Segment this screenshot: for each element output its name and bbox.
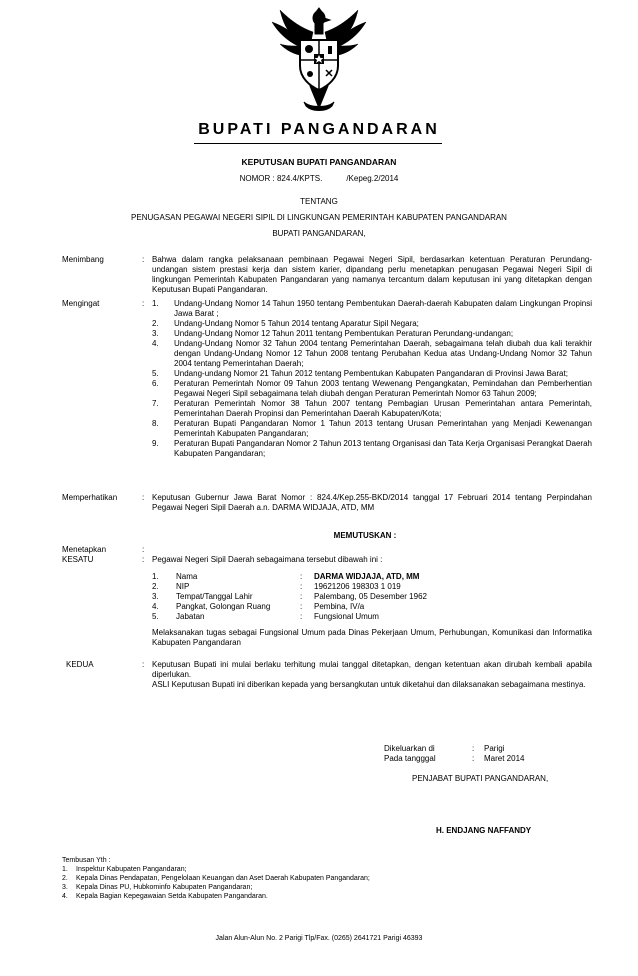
list-item-number: 3. <box>152 329 159 338</box>
list-item-text: Undang-Undang Nomor 32 Tahun 2004 tentang Pemerintahan Daerah, sebagaimana telah diubah dua kali terakhir dengan Undang-Undang Nomor 12 Tahun 2008 tentang Perubahan Kedua atas Undang-Undang Nomor 32 Tahun 2004 tentang Pemerintahan Daerah; <box>174 339 592 368</box>
issued-at-colon: : <box>472 744 475 753</box>
decree-number <box>0 174 638 184</box>
list-item-text: Undang-undang Nomor 21 Tahun 2012 tentang Pembentukan Kabupaten Pangandaran di Provinsi Jawa Barat; <box>174 369 568 378</box>
list-item <box>62 865 562 874</box>
list-item <box>152 439 592 459</box>
copies-title: Tembusan Yth : <box>62 857 111 864</box>
copies-list <box>62 865 562 901</box>
considering-label: Menimbang <box>62 255 104 264</box>
identity-number: 4. <box>152 602 159 611</box>
list-item-text: Inspektur Kabupaten Pangandaran; <box>76 866 187 873</box>
decree-number-suffix: /Kepeg.2/2014 <box>346 174 399 183</box>
identity-value: DARMA WIDJAJA, ATD, MM <box>314 572 420 581</box>
list-item-text: Peraturan Pemerintah Nomor 38 Tahun 2007 tentang Pembagian Urusan Pemerintahan antara Pemerintah, Pemerintahan Daerah Propinsi dan Pemerintahan Daerah Kabupaten/Kota; <box>174 399 592 418</box>
identity-colon: : <box>300 582 303 591</box>
identity-colon: : <box>300 602 303 611</box>
copies-section <box>62 856 562 901</box>
identity-key: Pangkat, Golongan Ruang <box>176 602 271 611</box>
subject-line-1: PENUGASAN PEGAWAI NEGERI SIPIL DI LINGKUNGAN PEMERINTAH KABUPATEN PANGANDARAN <box>131 213 507 222</box>
list-item <box>152 329 592 339</box>
issued-date-value: Maret 2014 <box>484 754 525 763</box>
observing-colon: : <box>142 493 145 502</box>
identity-value: Palembang, 05 Desember 1962 <box>314 592 427 601</box>
establishing-label: Menetapkan <box>62 545 107 554</box>
issued-date-colon: : <box>472 754 475 763</box>
decides-heading: MEMUTUSKAN : <box>333 531 397 540</box>
list-item-text: Undang-Undang Nomor 5 Tahun 2014 tentang Aparatur Sipil Negara; <box>174 319 419 328</box>
list-item <box>62 892 562 901</box>
list-item-number: 1. <box>62 866 68 873</box>
signer-name: H. ENDJANG NAFFANDY <box>436 826 532 835</box>
list-item-text: Kepala Dinas Pendapatan, Pengelolaan Keuangan dan Aset Daerah Kabupaten Pangandaran; <box>76 875 370 882</box>
regent-title: BUPATI PANGANDARAN <box>198 121 440 138</box>
issued-at-value: Parigi <box>484 744 505 753</box>
identity-number: 3. <box>152 592 159 601</box>
list-item <box>62 883 562 892</box>
second-colon: : <box>142 660 145 669</box>
table-row <box>152 592 592 602</box>
identity-number: 2. <box>152 582 159 591</box>
list-item-number: 4. <box>152 339 159 348</box>
issued-date-row <box>384 754 594 764</box>
list-item-number: 7. <box>152 399 159 408</box>
first-label: KESATU <box>62 555 94 564</box>
subject-line-2: BUPATI PANGANDARAN, <box>272 229 366 238</box>
list-item-text: Kepala Dinas PU, Hubkominfo Kabupaten Pangandaran; <box>76 884 253 891</box>
list-item-number: 5. <box>152 369 159 378</box>
list-item <box>152 299 592 319</box>
footer-address: Jalan Alun-Alun No. 2 Parigi Tlp/Fax. (0265) 2641721 Parigi 46393 <box>215 935 423 942</box>
identity-key: Nama <box>176 572 198 581</box>
list-item-number: 2. <box>152 319 159 328</box>
list-item-number: 8. <box>152 419 159 428</box>
list-item-text: Peraturan Bupati Pangandaran Nomor 2 Tahun 2013 tentang Organisasi dan Tata Kerja Organisasi Perangkat Daerah Kabupaten Pangandaran; <box>174 439 592 458</box>
second-text-1: Keputusan Bupati ini mulai berlaku terhitung mulai tanggal ditetapkan, dengan ketentuan akan dirubah kembali apabila diperlukan. <box>152 660 592 679</box>
identity-table <box>152 572 592 622</box>
identity-number: 1. <box>152 572 159 581</box>
about-heading: TENTANG <box>300 197 338 206</box>
identity-number: 5. <box>152 612 159 621</box>
recalling-list <box>152 299 592 459</box>
issued-at-row <box>384 744 594 754</box>
table-row <box>152 612 592 622</box>
list-item-text: Kepala Bagian Kepegawaian Setda Kabupaten Pangandaran. <box>76 893 268 900</box>
recalling-colon: : <box>142 299 145 308</box>
table-row <box>152 602 592 612</box>
identity-colon: : <box>300 612 303 621</box>
list-item-number: 1. <box>152 299 159 308</box>
identity-value: 19621206 198303 1 019 <box>314 582 401 591</box>
second-text-2: ASLI Keputusan Bupati ini diberikan kepada yang bersangkutan untuk diketahui dan dilaksanakan sebagaimana mestinya. <box>152 680 586 689</box>
identity-value: Fungsional Umum <box>314 612 379 621</box>
identity-key: Jabatan <box>176 612 205 621</box>
list-item <box>152 399 592 419</box>
list-item-text: Peraturan Bupati Pangandaran Nomor 1 Tahun 2013 tentang Urusan Pemerintahan yang Menjadi Kewenangan Pemerintah Kabupaten Pangandaran; <box>174 419 592 438</box>
second-label: KEDUA <box>66 660 94 669</box>
table-row <box>152 582 592 592</box>
issuance-block <box>384 744 594 764</box>
list-item-number: 4. <box>62 893 68 900</box>
list-item-number: 2. <box>62 875 68 882</box>
list-item <box>152 369 592 379</box>
first-text: Pegawai Negeri Sipil Daerah sebagaimana tersebut dibawah ini : <box>152 555 383 564</box>
table-row <box>152 572 592 582</box>
decree-title: KEPUTUSAN BUPATI PANGANDARAN <box>241 157 397 167</box>
first-colon: : <box>142 555 145 564</box>
list-item <box>62 874 562 883</box>
garuda-emblem-icon <box>270 4 368 116</box>
considering-colon: : <box>142 255 145 264</box>
list-item <box>152 339 592 369</box>
list-item-text: Undang-Undang Nomor 14 Tahun 1950 tentang Pembentukan Daerah-daerah Kabupaten dalam Lingkungan Propinsi Jawa Barat ; <box>174 299 592 318</box>
list-item-text: Peraturan Pemerintah Nomor 09 Tahun 2003 tentang Wewenang Pengangkatan, Pemindahan dan Pemberhentian Pegawai Negeri Sipil sebagaimana telah diubah dengan Peraturan Pemerintah Nomor 63 Tahun 2009; <box>174 379 592 398</box>
official-title: PENJABAT BUPATI PANGANDARAN, <box>412 774 549 783</box>
identity-colon: : <box>300 592 303 601</box>
issued-date-label: Pada tangggal <box>384 754 436 763</box>
list-item <box>152 319 592 329</box>
observing-label: Memperhatikan <box>62 493 118 502</box>
establishing-colon: : <box>142 545 145 554</box>
considering-text: Bahwa dalam rangka pelaksanaan pembinaan Pegawai Negeri Sipil, berdasarkan ketentuan Peraturan Perundang-undangan sistem prestasi kerja dan sistem karier, dipandang perlu menetapkan penugasan Pegawai Negeri Sipil di lingkungan Pemerintah Kabupaten Pangandaran yang namanya tercantum dalam keputusan ini yang ditetapkan dengan Keputusan Bupati Pangandaran. <box>152 255 592 294</box>
list-item <box>152 419 592 439</box>
list-item-number: 6. <box>152 379 159 388</box>
list-item-text: Undang-Undang Nomor 12 Tahun 2011 tentang Pembentukan Peraturan Perundang-undangan; <box>174 329 514 338</box>
list-item-number: 3. <box>62 884 68 891</box>
issued-at-label: Dikeluarkan di <box>384 744 435 753</box>
duty-text: Melaksanakan tugas sebagai Fungsional Umum pada Dinas Pekerjaan Umum, Perhubungan, Komunikasi dan Informatika Kabupaten Pangandaran <box>152 628 592 647</box>
list-item <box>152 379 592 399</box>
observing-text: Keputusan Gubernur Jawa Barat Nomor : 824.4/Kep.255-BKD/2014 tanggal 17 Februari 2014 tentang Perpindahan Pegawai Negeri Sipil Daerah a.n. DARMA WIDJAJA, ATD, MM <box>152 493 592 512</box>
identity-colon: : <box>300 572 303 581</box>
title-underline <box>194 143 442 144</box>
identity-key: Tempat/Tanggal Lahir <box>176 592 253 601</box>
decree-number-label: NOMOR : 824.4/KPTS. <box>239 174 323 183</box>
list-item-number: 9. <box>152 439 159 448</box>
identity-key: NIP <box>176 582 190 591</box>
identity-value: Pembina, IV/a <box>314 602 365 611</box>
recalling-label: Mengingat <box>62 299 100 308</box>
